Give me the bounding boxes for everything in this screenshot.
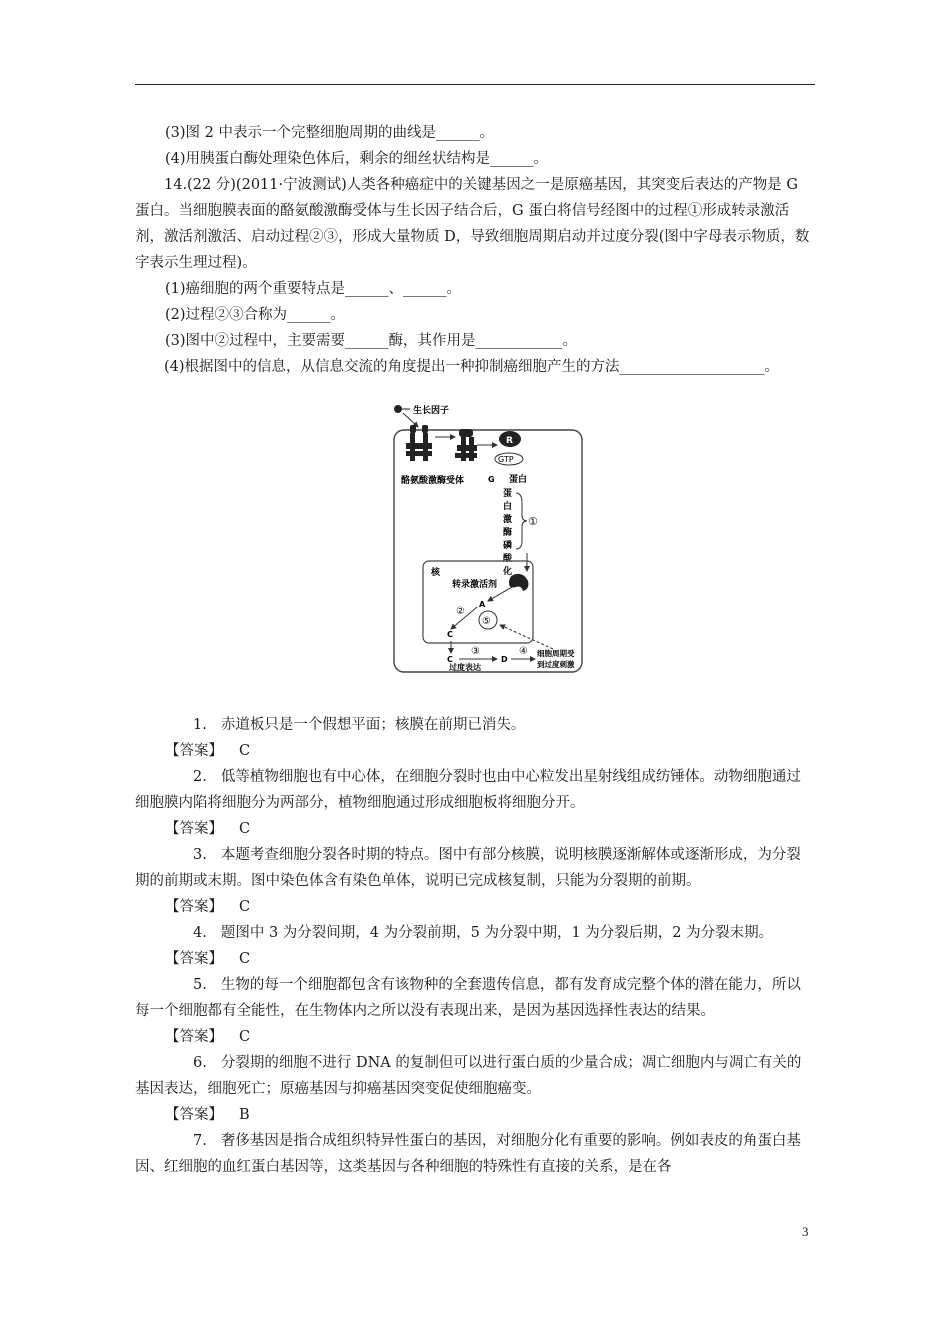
g-letter: G <box>488 475 495 484</box>
c-label-nucleus: C <box>447 630 453 639</box>
svg-text:激: 激 <box>503 515 513 525</box>
q14-sub2: (2)过程②③合称为______。 <box>165 307 346 323</box>
answer-4-explanation: 4. 题图中 3 为分裂间期，4 为分裂前期，5 为分裂中期，1 为分裂后期，2 为分裂末期。 <box>193 925 774 941</box>
c-label-bottom: C <box>447 655 453 664</box>
q13-part3: (3)图 2 中表示一个完整细胞周期的曲线是______。 <box>165 125 494 141</box>
gtp-label: GTP <box>498 455 514 464</box>
answer-6: 【答案】 B <box>165 1107 250 1123</box>
answer-3: 【答案】 C <box>165 899 251 915</box>
nucleus-label: 核 <box>431 568 441 578</box>
answer-4: 【答案】 C <box>165 951 251 967</box>
growth-factor-dot <box>394 405 402 413</box>
svg-text:蛋: 蛋 <box>503 489 513 499</box>
q14-stem: 14.(22 分)(2011·宁波测试)人类各种癌症中的关键基因之一是原癌基因，其突变后表达的产物是 G 蛋白。当细胞膜表面的酪氨酸激酶受体与生长因子结合后，G 蛋白将信号经图中的过程①形成转录激活剂，激活剂激活、启动过程②③，形成大量物质 D，导致细胞周期启动并过度分裂(图中字母表示物质，数字表示生理过程)。 <box>135 177 810 271</box>
answer-2-explanation: 2. 低等植物细胞也有中心体，在细胞分裂时也由中心粒发出星射线组成纺锤体。动物细胞通过细胞膜内陷将细胞分为两部分，植物细胞通过形成细胞板将细胞分开。 <box>135 769 801 811</box>
page-number: 3 <box>802 1224 809 1239</box>
process-1-label: ① <box>528 515 538 528</box>
activator-label: 转录激活剂 <box>452 580 498 590</box>
question-block <box>135 120 815 380</box>
d-label: D <box>501 655 508 664</box>
answer-6-explanation: 6. 分裂期的细胞不进行 DNA 的复制但可以进行蛋白质的少量合成；凋亡细胞内与凋亡有关的基因表达，细胞死亡；原癌基因与抑癌基因突变促使细胞癌变。 <box>135 1055 802 1097</box>
cycle-label-2: 到过度刺激 <box>537 660 575 669</box>
answer-5: 【答案】 C <box>165 1029 251 1045</box>
q14-sub4: (4)根据图中的信息，从信息交流的角度提出一种抑制癌细胞产生的方法____________________。 <box>164 359 780 375</box>
answer-1: 【答案】 C <box>165 743 251 759</box>
answer-3-explanation: 3. 本题考查细胞分裂各时期的特点。图中有部分核膜，说明核膜逐渐解体或逐渐形成，为分裂期的前期或末期。图中染色体含有染色单体，说明已完成核复制，只能为分裂期的前期。 <box>135 847 801 889</box>
svg-text:酸: 酸 <box>503 554 513 564</box>
answer-7-explanation: 7. 奢侈基因是指合成组织特异性蛋白的基因，对细胞分化有重要的影响。例如表皮的角蛋白基因、红细胞的血红蛋白基因等，这类基因与各种细胞的特殊性有直接的关系，是在各 <box>135 1133 801 1175</box>
process-4-label: ④ <box>519 646 528 657</box>
q13-part4: (4)用胰蛋白酶处理染色体后，剩余的细丝状结构是______。 <box>165 151 549 167</box>
phospho-column <box>502 487 513 577</box>
cycle-label-1: 细胞周期受 <box>537 649 575 658</box>
signal-pathway-diagram <box>375 403 585 675</box>
svg-text:化: 化 <box>503 567 513 577</box>
header-rule <box>135 84 815 85</box>
q14-sub1: (1)癌细胞的两个重要特点是______、______。 <box>165 281 462 297</box>
g-protein-label: 蛋白 <box>509 475 528 485</box>
svg-text:酶: 酶 <box>503 528 513 538</box>
activator-shape <box>509 574 528 591</box>
answer-2: 【答案】 C <box>165 821 251 837</box>
q14-sub3: (3)图中②过程中，主要需要______酶，其作用是____________。 <box>165 333 578 349</box>
receptor-2 <box>455 429 477 461</box>
process-2-label: ② <box>456 606 465 617</box>
a-label: A <box>479 600 486 609</box>
answer-block <box>135 712 815 1180</box>
r-label: R <box>506 436 513 446</box>
growth-factor-label: 生长因子 <box>413 406 450 416</box>
svg-text:白: 白 <box>503 502 513 512</box>
cell-outline <box>394 430 582 672</box>
brace-1 <box>516 493 527 549</box>
answer-1-explanation: 1. 赤道板只是一个假想平面；核膜在前期已消失。 <box>193 717 526 733</box>
process-5-label: ⑤ <box>482 616 491 627</box>
overexpression-label: 过度表达 <box>449 663 481 672</box>
answer-5-explanation: 5. 生物的每一个细胞都包含有该物种的全套遗传信息，都有发育成完整个体的潜在能力，所以每一个细胞都有全能性，在生物体内之所以没有表现出来，是因为基因选择性表达的结果。 <box>135 977 801 1019</box>
receptor-label: 酪氨酸激酶受体 <box>401 476 465 486</box>
svg-text:磷: 磷 <box>503 541 513 551</box>
process-3-label: ③ <box>471 646 480 657</box>
